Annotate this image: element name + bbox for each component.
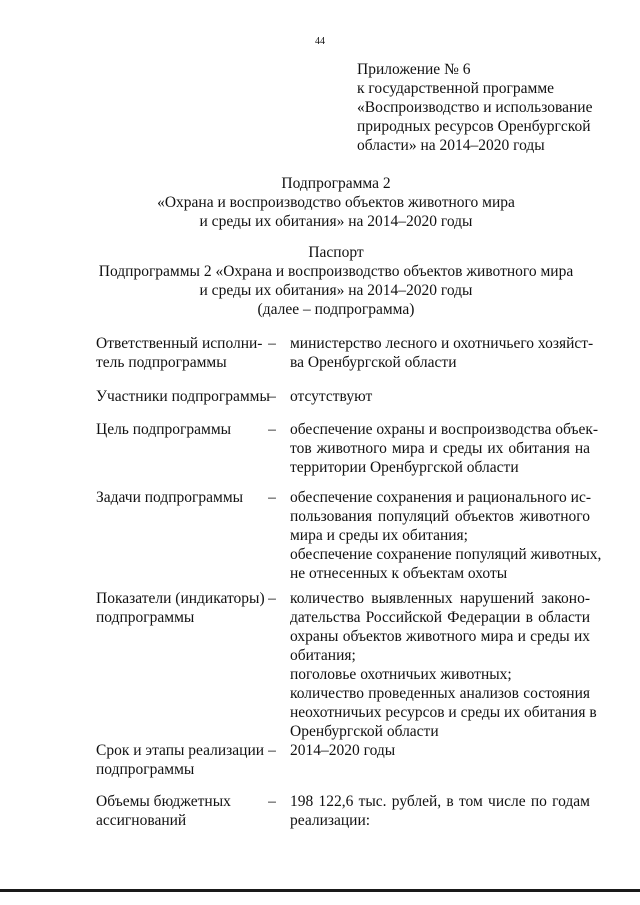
row-value-line: поголовье охотничьих животных; bbox=[290, 666, 512, 683]
appendix-line: Приложение № 6 bbox=[357, 61, 471, 78]
row-label bbox=[96, 792, 276, 830]
row-dash: – bbox=[268, 489, 276, 506]
row-value bbox=[290, 420, 599, 477]
appendix-line: природных ресурсов Оренбургской bbox=[357, 118, 591, 135]
row-value-line: ва Оренбургской области bbox=[290, 354, 457, 371]
subprogram-title-line: Подпрограмма 2 bbox=[281, 175, 391, 192]
row-label bbox=[96, 488, 276, 507]
row-value-line: 2014–2020 годы bbox=[290, 742, 396, 759]
passport-title-line: Паспорт bbox=[308, 244, 364, 261]
appendix-line: к государственной программе bbox=[357, 80, 555, 97]
row-dash: – bbox=[268, 590, 276, 607]
row-value-line: не отнесенных к объектам охоты bbox=[290, 565, 508, 582]
passport-title-line: и среды их обитания» на 2014–2020 годы bbox=[199, 282, 473, 299]
row-value-line: обеспечение сохранения и рационального ис- bbox=[290, 489, 592, 506]
row-value bbox=[290, 589, 597, 741]
row-label bbox=[96, 334, 276, 372]
row-dash: – bbox=[268, 742, 276, 759]
row-value-line: территории Оренбургской области bbox=[290, 459, 519, 476]
row-value-line: обеспечение охраны и воспроизводства объек- bbox=[290, 421, 599, 438]
row-value bbox=[290, 792, 590, 830]
row-value-line: неохотничьих ресурсов и среды их обитания в bbox=[290, 704, 597, 721]
row-label-line: ассигнований bbox=[96, 812, 187, 829]
row-value bbox=[290, 741, 590, 760]
row-label-line: тель подпрограммы bbox=[96, 354, 227, 371]
row-label-line: Ответственный исполни- bbox=[96, 335, 263, 352]
row-label bbox=[96, 387, 276, 406]
row-value-line: Оренбургской области bbox=[290, 723, 439, 740]
row-value-line: отсутствуют bbox=[290, 388, 373, 405]
appendix-heading bbox=[357, 60, 637, 155]
bottom-rule bbox=[0, 889, 640, 892]
row-value-line: дательства Российской Федерации в области bbox=[290, 609, 590, 626]
row-dash: – bbox=[268, 335, 276, 352]
row-dash: – bbox=[268, 793, 276, 810]
row-label-line: подпрограммы bbox=[96, 761, 195, 778]
row-label-line: Цель подпрограммы bbox=[96, 421, 232, 438]
subprogram-title-line: «Охрана и воспроизводство объектов животного мира bbox=[157, 194, 515, 211]
row-value bbox=[290, 488, 602, 583]
appendix-line: «Воспроизводство и использование bbox=[357, 99, 593, 116]
row-label-line: Участники подпрограммы bbox=[96, 388, 270, 405]
row-label-line: подпрограммы bbox=[96, 609, 195, 626]
passport-title-line: Подпрограммы 2 «Охрана и воспроизводство объектов животного мира bbox=[98, 263, 574, 280]
row-dash: – bbox=[268, 388, 276, 405]
row-label-line: Показатели (индикаторы) bbox=[96, 590, 265, 607]
row-label-line: Срок и этапы реализации bbox=[96, 742, 265, 759]
appendix-line: области» на 2014–2020 годы bbox=[357, 137, 545, 154]
row-label bbox=[96, 741, 276, 779]
row-value bbox=[290, 387, 590, 406]
row-value-line: мира и среды их обитания; bbox=[290, 527, 468, 544]
subprogram-title-line: и среды их обитания» на 2014–2020 годы bbox=[199, 213, 473, 230]
row-value-line: министерство лесного и охотничьего хозяйст- bbox=[290, 335, 594, 352]
row-dash: – bbox=[268, 421, 276, 438]
row-value-line: 198 122,6 тыс. рублей, в том числе по годам bbox=[290, 793, 590, 810]
row-value-line: обитания; bbox=[290, 647, 356, 664]
row-value-line: количество выявленных нарушений законо- bbox=[290, 590, 590, 607]
passport-title bbox=[0, 243, 640, 319]
row-value bbox=[290, 334, 594, 372]
row-value-line: тов животного мира и среды их обитания на bbox=[290, 440, 590, 457]
row-value-line: реализации: bbox=[290, 812, 371, 829]
row-value-line: охраны объектов животного мира и среды их bbox=[290, 628, 590, 645]
row-value-line: количество проведенных анализов состояния bbox=[290, 685, 590, 702]
subprogram-title bbox=[0, 174, 640, 231]
passport-title-line: (далее – подпрограмма) bbox=[257, 301, 415, 318]
row-label bbox=[96, 420, 276, 439]
row-label-line: Объемы бюджетных bbox=[96, 793, 231, 810]
row-label bbox=[96, 589, 276, 627]
row-label-line: Задачи подпрограммы bbox=[96, 489, 244, 506]
row-value-line: пользования популяций объектов животного bbox=[290, 508, 590, 525]
page-number: 44 bbox=[315, 36, 325, 47]
row-value-line: обеспечение сохранение популяций животных, bbox=[290, 546, 602, 563]
